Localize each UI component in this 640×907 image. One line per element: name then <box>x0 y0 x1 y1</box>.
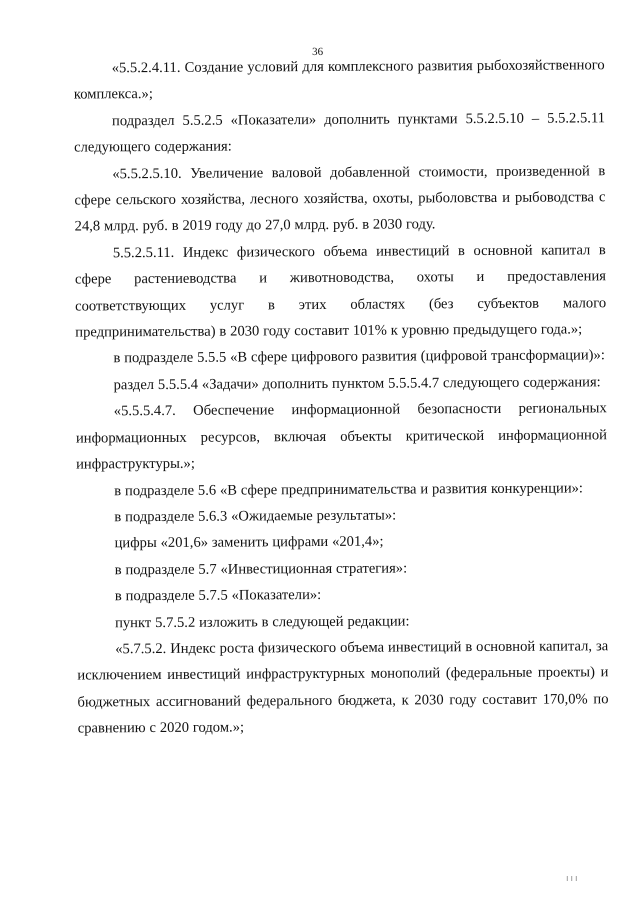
paragraph-subsection-5-6-3: в подразделе 5.6.3 «Ожидаемые результаты»: <box>114 507 397 526</box>
paragraph-5-7-5-2: «5.7.5.2. Индекс роста физического объема инвестиций в основной капитал, за исключением инвестиций инфраструктурных монополий (федеральные проекты) и бюджетных ассигнований федерального бюджета, к 2030 году составит 170,0% по сравнению с 2020 годом.»; <box>77 638 609 737</box>
page-number: 36 <box>312 45 324 59</box>
paragraph-replace-figures: цифры «201,6» заменить цифрами «201,4»; <box>114 533 384 552</box>
paragraph-5-5-2-5-10: «5.5.2.5.10. Увеличение валовой добавленной стоимости, произведенной в сфере сельского хозяйства, лесного хозяйства, охоты, рыболовства и рыбоводства с 24,8 млрд. руб. в 2019 году до 27,0 млрд. руб. в 2030 году. <box>74 162 606 235</box>
paragraph-5-5-2-4-11: «5.5.2.4.11. Создание условий для комплексного развития рыбохозяйственного комплекса.»; <box>73 57 605 103</box>
paragraph-item-5-7-5-2-intro: пункт 5.7.5.2 изложить в следующей редакции: <box>115 612 410 631</box>
document-body <box>74 52 609 742</box>
paragraph-5-5-2-5-11: 5.5.2.5.11. Индекс физического объема инвестиций в основной капитал в сфере растениеводства и животноводства, охоты и предоставления соответствующих услуг в этих областях (без субъектов малого предпринимательства) в 2030 году составит 101% к уровню предыдущего года.»; <box>74 242 607 341</box>
paragraph-subsection-5-7: в подразделе 5.7 «Инвестиционная стратегия»: <box>114 560 408 578</box>
paragraph-subsection-5-6: в подразделе 5.6 «В сфере предпринимательства и развития конкуренции»: <box>114 479 584 499</box>
paragraph-subsection-5-7-5: в подразделе 5.7.5 «Показатели»: <box>114 587 322 605</box>
scan-mark: ııı <box>566 874 580 884</box>
paragraph-subsection-5-5-5: в подразделе 5.5.5 «В сфере цифрового развития (цифровой трансформации)»: <box>113 347 605 367</box>
paragraph-section-5-5-5-4: раздел 5.5.5.4 «Задачи» дополнить пунктом 5.5.5.4.7 следующего содержания: <box>113 374 601 394</box>
paragraph-5-5-5-4-7: «5.5.5.4.7. Обеспечение информационной безопасности региональных информационных ресурсов, включая объекты критической информационной инфраструктуры.»; <box>75 400 607 473</box>
paragraph-subsection-5-5-2-5: подраздел 5.5.2.5 «Показатели» дополнить пунктами 5.5.2.5.10 – 5.5.2.5.11 следующего содержания: <box>74 110 606 156</box>
